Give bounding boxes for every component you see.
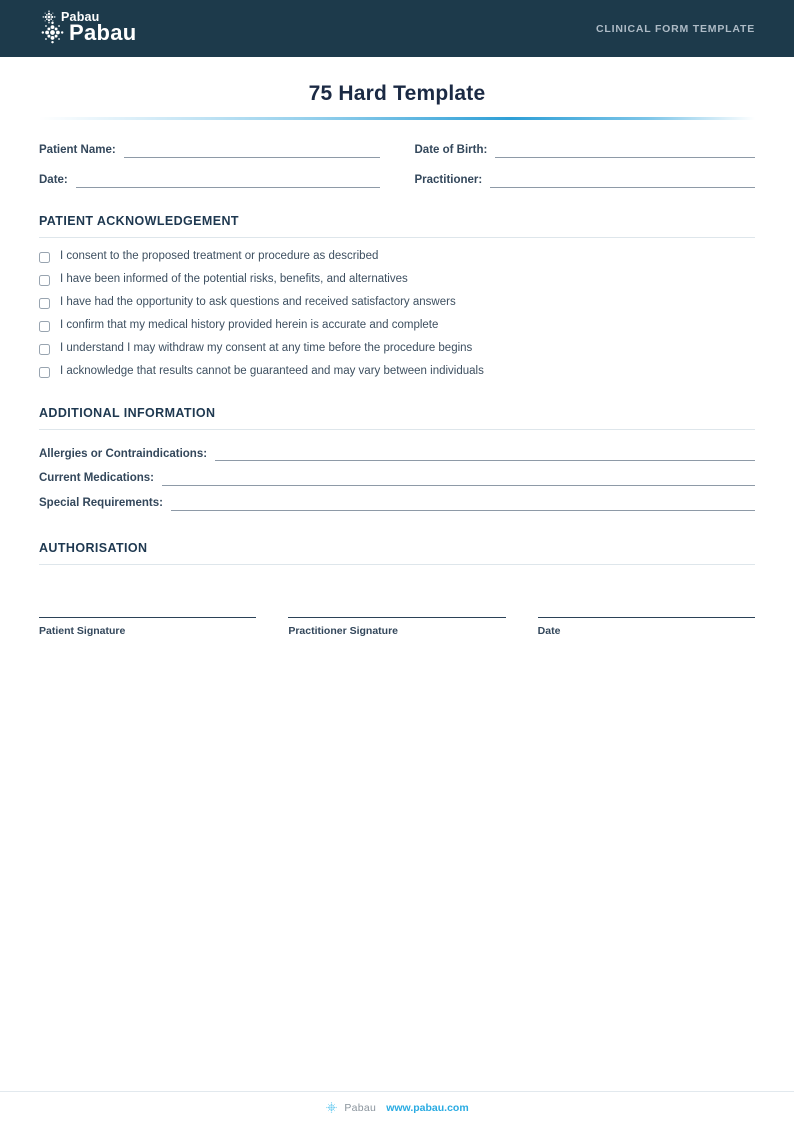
checkbox[interactable] <box>39 321 50 332</box>
section-additional-information <box>39 406 755 511</box>
page-footer <box>0 1091 794 1123</box>
header-tagline: CLINICAL FORM TEMPLATE <box>596 22 755 35</box>
signature-label: Patient Signature <box>39 624 126 637</box>
field-label: Practitioner: <box>414 173 483 186</box>
pabau-logo-icon-footer <box>325 1101 338 1114</box>
field-label: Special Requirements: <box>39 497 163 510</box>
checkbox-label: I understand I may withdraw my consent at any time before the procedure begins <box>60 342 473 355</box>
section-heading: AUTHORISATION <box>39 541 755 565</box>
write-in-line <box>495 145 755 158</box>
write-in-line <box>162 473 755 486</box>
signature-label: Date <box>537 624 561 637</box>
checkbox[interactable] <box>39 298 50 309</box>
checkbox-row <box>39 251 755 264</box>
pabau-logo <box>39 6 189 54</box>
field-label: Date of Birth: <box>414 144 488 156</box>
signature-date <box>538 617 755 637</box>
checkbox-row <box>39 274 755 287</box>
write-in-line <box>76 175 380 188</box>
signature-line <box>39 617 256 618</box>
checkbox-label: I acknowledge that results cannot be guaranteed and may vary between individuals <box>60 365 484 378</box>
field-practitioner <box>415 174 756 188</box>
checkbox[interactable] <box>39 344 50 355</box>
write-in-line <box>490 175 755 188</box>
checkbox-label: I have been informed of the potential risks, benefits, and alternatives <box>60 273 408 286</box>
title-divider <box>39 117 755 120</box>
checkbox[interactable] <box>39 367 50 378</box>
field-allergies <box>39 448 755 462</box>
signature-practitioner <box>288 617 505 637</box>
field-date <box>39 174 380 188</box>
footer-website-link[interactable]: www.pabau.com <box>386 1101 469 1114</box>
signature-patient <box>39 617 256 637</box>
signature-line <box>538 617 755 618</box>
field-label: Patient Name: <box>39 144 116 156</box>
patient-info-fields <box>39 144 755 188</box>
checkbox[interactable] <box>39 275 50 286</box>
page-header <box>0 0 794 57</box>
field-current-medications <box>39 472 755 486</box>
checkbox-label: I consent to the proposed treatment or procedure as described <box>60 250 379 263</box>
field-label: Allergies or Contraindications: <box>39 447 208 460</box>
checkbox-row <box>39 366 755 379</box>
checkbox-row <box>39 320 755 333</box>
checkbox[interactable] <box>39 252 50 263</box>
field-label: Date: <box>39 173 68 186</box>
write-in-line <box>215 448 755 461</box>
section-patient-acknowledgement <box>39 214 755 379</box>
section-authorisation <box>39 541 755 637</box>
checkbox-row <box>39 297 755 310</box>
pabau-wordmark-small: Pabau <box>61 9 100 24</box>
page-title: 75 Hard Template <box>308 82 486 105</box>
field-label: Current Medications: <box>39 472 155 485</box>
signature-line <box>288 617 505 618</box>
checkbox-label: I confirm that my medical history provided herein is accurate and complete <box>60 319 439 332</box>
acknowledgement-checklist <box>39 251 755 379</box>
write-in-line <box>171 498 755 511</box>
form-body <box>0 82 794 637</box>
field-patient-name <box>39 144 380 158</box>
write-in-line <box>124 145 380 158</box>
pabau-wordmark-large: Pabau <box>69 19 137 45</box>
field-date-of-birth <box>415 144 756 158</box>
additional-info-fields <box>39 448 755 511</box>
signature-row <box>39 617 755 637</box>
footer-brand-text: Pabau <box>344 1101 377 1114</box>
section-heading: ADDITIONAL INFORMATION <box>39 406 755 430</box>
field-special-requirements <box>39 497 755 511</box>
pabau-logo-icon-large <box>39 19 66 46</box>
checkbox-label: I have had the opportunity to ask questions and received satisfactory answers <box>60 296 456 309</box>
signature-label: Practitioner Signature <box>288 624 399 637</box>
checkbox-row <box>39 343 755 356</box>
section-heading: PATIENT ACKNOWLEDGEMENT <box>39 214 755 238</box>
